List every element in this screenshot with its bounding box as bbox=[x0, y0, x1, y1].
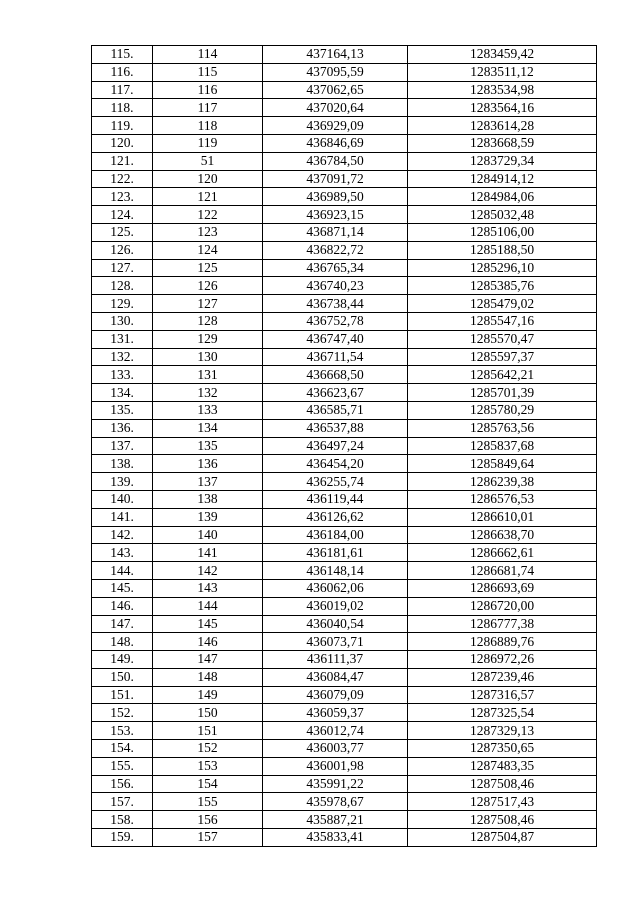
table-row bbox=[92, 668, 597, 686]
y-coordinate-cell: 1285479,02 bbox=[408, 295, 597, 313]
row-number-cell: 155. bbox=[92, 757, 153, 775]
y-coordinate-cell: 1285837,68 bbox=[408, 437, 597, 455]
row-number-cell: 147. bbox=[92, 615, 153, 633]
row-number-cell: 149. bbox=[92, 651, 153, 669]
y-coordinate-cell: 1285780,29 bbox=[408, 401, 597, 419]
row-number-cell: 148. bbox=[92, 633, 153, 651]
x-coordinate-cell: 435833,41 bbox=[263, 829, 408, 847]
x-coordinate-cell: 436738,44 bbox=[263, 295, 408, 313]
table-row bbox=[92, 544, 597, 562]
row-number-cell: 153. bbox=[92, 722, 153, 740]
point-number-cell: 122 bbox=[153, 206, 263, 224]
y-coordinate-cell: 1286638,70 bbox=[408, 526, 597, 544]
row-number-cell: 121. bbox=[92, 152, 153, 170]
y-coordinate-cell: 1283668,59 bbox=[408, 134, 597, 152]
row-number-cell: 116. bbox=[92, 63, 153, 81]
point-number-cell: 140 bbox=[153, 526, 263, 544]
y-coordinate-cell: 1286576,53 bbox=[408, 490, 597, 508]
point-number-cell: 143 bbox=[153, 579, 263, 597]
table-row bbox=[92, 401, 597, 419]
point-number-cell: 129 bbox=[153, 330, 263, 348]
point-number-cell: 130 bbox=[153, 348, 263, 366]
x-coordinate-cell: 436126,62 bbox=[263, 508, 408, 526]
row-number-cell: 127. bbox=[92, 259, 153, 277]
row-number-cell: 144. bbox=[92, 562, 153, 580]
row-number-cell: 135. bbox=[92, 401, 153, 419]
x-coordinate-cell: 436929,09 bbox=[263, 117, 408, 135]
table-row bbox=[92, 757, 597, 775]
table-row bbox=[92, 740, 597, 758]
point-number-cell: 121 bbox=[153, 188, 263, 206]
y-coordinate-cell: 1286610,01 bbox=[408, 508, 597, 526]
point-number-cell: 147 bbox=[153, 651, 263, 669]
table-row bbox=[92, 508, 597, 526]
x-coordinate-cell: 437062,65 bbox=[263, 81, 408, 99]
table-row bbox=[92, 241, 597, 259]
table-row bbox=[92, 437, 597, 455]
row-number-cell: 138. bbox=[92, 455, 153, 473]
x-coordinate-cell: 436255,74 bbox=[263, 473, 408, 491]
coordinates-table bbox=[91, 45, 597, 847]
x-coordinate-cell: 436119,44 bbox=[263, 490, 408, 508]
coordinates-table-body bbox=[92, 46, 597, 847]
y-coordinate-cell: 1283534,98 bbox=[408, 81, 597, 99]
y-coordinate-cell: 1284984,06 bbox=[408, 188, 597, 206]
table-row bbox=[92, 686, 597, 704]
x-coordinate-cell: 436740,23 bbox=[263, 277, 408, 295]
table-row bbox=[92, 277, 597, 295]
y-coordinate-cell: 1287325,54 bbox=[408, 704, 597, 722]
table-row bbox=[92, 259, 597, 277]
x-coordinate-cell: 435991,22 bbox=[263, 775, 408, 793]
x-coordinate-cell: 436019,02 bbox=[263, 597, 408, 615]
table-row bbox=[92, 46, 597, 64]
y-coordinate-cell: 1285106,00 bbox=[408, 223, 597, 241]
table-row bbox=[92, 615, 597, 633]
point-number-cell: 145 bbox=[153, 615, 263, 633]
y-coordinate-cell: 1286681,74 bbox=[408, 562, 597, 580]
point-number-cell: 120 bbox=[153, 170, 263, 188]
table-row bbox=[92, 348, 597, 366]
table-row bbox=[92, 526, 597, 544]
y-coordinate-cell: 1283614,28 bbox=[408, 117, 597, 135]
y-coordinate-cell: 1287316,57 bbox=[408, 686, 597, 704]
table-row bbox=[92, 63, 597, 81]
point-number-cell: 156 bbox=[153, 811, 263, 829]
x-coordinate-cell: 436111,37 bbox=[263, 651, 408, 669]
y-coordinate-cell: 1285385,76 bbox=[408, 277, 597, 295]
x-coordinate-cell: 436073,71 bbox=[263, 633, 408, 651]
x-coordinate-cell: 436184,00 bbox=[263, 526, 408, 544]
point-number-cell: 137 bbox=[153, 473, 263, 491]
point-number-cell: 138 bbox=[153, 490, 263, 508]
row-number-cell: 130. bbox=[92, 312, 153, 330]
point-number-cell: 144 bbox=[153, 597, 263, 615]
row-number-cell: 137. bbox=[92, 437, 153, 455]
point-number-cell: 152 bbox=[153, 740, 263, 758]
table-row bbox=[92, 152, 597, 170]
x-coordinate-cell: 436454,20 bbox=[263, 455, 408, 473]
y-coordinate-cell: 1286720,00 bbox=[408, 597, 597, 615]
table-row bbox=[92, 811, 597, 829]
point-number-cell: 148 bbox=[153, 668, 263, 686]
row-number-cell: 140. bbox=[92, 490, 153, 508]
y-coordinate-cell: 1287504,87 bbox=[408, 829, 597, 847]
point-number-cell: 133 bbox=[153, 401, 263, 419]
y-coordinate-cell: 1286693,69 bbox=[408, 579, 597, 597]
y-coordinate-cell: 1285547,16 bbox=[408, 312, 597, 330]
x-coordinate-cell: 437164,13 bbox=[263, 46, 408, 64]
x-coordinate-cell: 436079,09 bbox=[263, 686, 408, 704]
row-number-cell: 129. bbox=[92, 295, 153, 313]
row-number-cell: 141. bbox=[92, 508, 153, 526]
y-coordinate-cell: 1286777,38 bbox=[408, 615, 597, 633]
x-coordinate-cell: 436765,34 bbox=[263, 259, 408, 277]
x-coordinate-cell: 436923,15 bbox=[263, 206, 408, 224]
table-row bbox=[92, 312, 597, 330]
x-coordinate-cell: 436181,61 bbox=[263, 544, 408, 562]
y-coordinate-cell: 1285701,39 bbox=[408, 384, 597, 402]
point-number-cell: 114 bbox=[153, 46, 263, 64]
table-row bbox=[92, 419, 597, 437]
table-row bbox=[92, 562, 597, 580]
x-coordinate-cell: 436784,50 bbox=[263, 152, 408, 170]
row-number-cell: 145. bbox=[92, 579, 153, 597]
row-number-cell: 132. bbox=[92, 348, 153, 366]
row-number-cell: 156. bbox=[92, 775, 153, 793]
x-coordinate-cell: 436623,67 bbox=[263, 384, 408, 402]
x-coordinate-cell: 435887,21 bbox=[263, 811, 408, 829]
row-number-cell: 139. bbox=[92, 473, 153, 491]
row-number-cell: 124. bbox=[92, 206, 153, 224]
point-number-cell: 117 bbox=[153, 99, 263, 117]
x-coordinate-cell: 436084,47 bbox=[263, 668, 408, 686]
y-coordinate-cell: 1283511,12 bbox=[408, 63, 597, 81]
x-coordinate-cell: 436752,78 bbox=[263, 312, 408, 330]
table-row bbox=[92, 473, 597, 491]
table-row bbox=[92, 134, 597, 152]
point-number-cell: 51 bbox=[153, 152, 263, 170]
table-row bbox=[92, 99, 597, 117]
row-number-cell: 125. bbox=[92, 223, 153, 241]
point-number-cell: 126 bbox=[153, 277, 263, 295]
y-coordinate-cell: 1287329,13 bbox=[408, 722, 597, 740]
table-row bbox=[92, 597, 597, 615]
table-row bbox=[92, 633, 597, 651]
y-coordinate-cell: 1286662,61 bbox=[408, 544, 597, 562]
row-number-cell: 133. bbox=[92, 366, 153, 384]
x-coordinate-cell: 436822,72 bbox=[263, 241, 408, 259]
row-number-cell: 122. bbox=[92, 170, 153, 188]
y-coordinate-cell: 1287350,65 bbox=[408, 740, 597, 758]
row-number-cell: 136. bbox=[92, 419, 153, 437]
x-coordinate-cell: 436059,37 bbox=[263, 704, 408, 722]
table-row bbox=[92, 117, 597, 135]
row-number-cell: 126. bbox=[92, 241, 153, 259]
table-row bbox=[92, 330, 597, 348]
row-number-cell: 158. bbox=[92, 811, 153, 829]
y-coordinate-cell: 1286239,38 bbox=[408, 473, 597, 491]
y-coordinate-cell: 1285642,21 bbox=[408, 366, 597, 384]
row-number-cell: 131. bbox=[92, 330, 153, 348]
x-coordinate-cell: 436871,14 bbox=[263, 223, 408, 241]
point-number-cell: 149 bbox=[153, 686, 263, 704]
table-row bbox=[92, 829, 597, 847]
point-number-cell: 123 bbox=[153, 223, 263, 241]
point-number-cell: 136 bbox=[153, 455, 263, 473]
x-coordinate-cell: 435978,67 bbox=[263, 793, 408, 811]
x-coordinate-cell: 436585,71 bbox=[263, 401, 408, 419]
y-coordinate-cell: 1283564,16 bbox=[408, 99, 597, 117]
row-number-cell: 118. bbox=[92, 99, 153, 117]
x-coordinate-cell: 436062,06 bbox=[263, 579, 408, 597]
y-coordinate-cell: 1285296,10 bbox=[408, 259, 597, 277]
point-number-cell: 135 bbox=[153, 437, 263, 455]
x-coordinate-cell: 437091,72 bbox=[263, 170, 408, 188]
point-number-cell: 125 bbox=[153, 259, 263, 277]
y-coordinate-cell: 1287508,46 bbox=[408, 811, 597, 829]
row-number-cell: 142. bbox=[92, 526, 153, 544]
point-number-cell: 155 bbox=[153, 793, 263, 811]
table-row bbox=[92, 455, 597, 473]
row-number-cell: 143. bbox=[92, 544, 153, 562]
x-coordinate-cell: 436747,40 bbox=[263, 330, 408, 348]
point-number-cell: 118 bbox=[153, 117, 263, 135]
point-number-cell: 127 bbox=[153, 295, 263, 313]
row-number-cell: 151. bbox=[92, 686, 153, 704]
x-coordinate-cell: 436537,88 bbox=[263, 419, 408, 437]
row-number-cell: 152. bbox=[92, 704, 153, 722]
table-row bbox=[92, 579, 597, 597]
table-row bbox=[92, 651, 597, 669]
point-number-cell: 116 bbox=[153, 81, 263, 99]
table-row bbox=[92, 170, 597, 188]
table-row bbox=[92, 295, 597, 313]
y-coordinate-cell: 1285570,47 bbox=[408, 330, 597, 348]
row-number-cell: 120. bbox=[92, 134, 153, 152]
row-number-cell: 117. bbox=[92, 81, 153, 99]
x-coordinate-cell: 436012,74 bbox=[263, 722, 408, 740]
row-number-cell: 154. bbox=[92, 740, 153, 758]
point-number-cell: 139 bbox=[153, 508, 263, 526]
table-row bbox=[92, 793, 597, 811]
x-coordinate-cell: 436497,24 bbox=[263, 437, 408, 455]
y-coordinate-cell: 1287483,35 bbox=[408, 757, 597, 775]
row-number-cell: 146. bbox=[92, 597, 153, 615]
table-row bbox=[92, 775, 597, 793]
y-coordinate-cell: 1285188,50 bbox=[408, 241, 597, 259]
x-coordinate-cell: 436989,50 bbox=[263, 188, 408, 206]
row-number-cell: 157. bbox=[92, 793, 153, 811]
point-number-cell: 119 bbox=[153, 134, 263, 152]
table-row bbox=[92, 188, 597, 206]
row-number-cell: 123. bbox=[92, 188, 153, 206]
row-number-cell: 115. bbox=[92, 46, 153, 64]
x-coordinate-cell: 436003,77 bbox=[263, 740, 408, 758]
x-coordinate-cell: 437095,59 bbox=[263, 63, 408, 81]
point-number-cell: 157 bbox=[153, 829, 263, 847]
y-coordinate-cell: 1285032,48 bbox=[408, 206, 597, 224]
y-coordinate-cell: 1286972,26 bbox=[408, 651, 597, 669]
y-coordinate-cell: 1285597,37 bbox=[408, 348, 597, 366]
table-row bbox=[92, 206, 597, 224]
point-number-cell: 153 bbox=[153, 757, 263, 775]
row-number-cell: 159. bbox=[92, 829, 153, 847]
point-number-cell: 142 bbox=[153, 562, 263, 580]
table-row bbox=[92, 81, 597, 99]
row-number-cell: 128. bbox=[92, 277, 153, 295]
y-coordinate-cell: 1283729,34 bbox=[408, 152, 597, 170]
point-number-cell: 132 bbox=[153, 384, 263, 402]
y-coordinate-cell: 1283459,42 bbox=[408, 46, 597, 64]
y-coordinate-cell: 1287508,46 bbox=[408, 775, 597, 793]
table-row bbox=[92, 704, 597, 722]
table-row bbox=[92, 384, 597, 402]
y-coordinate-cell: 1285763,56 bbox=[408, 419, 597, 437]
point-number-cell: 131 bbox=[153, 366, 263, 384]
point-number-cell: 115 bbox=[153, 63, 263, 81]
table-row bbox=[92, 366, 597, 384]
table-row bbox=[92, 490, 597, 508]
x-coordinate-cell: 436148,14 bbox=[263, 562, 408, 580]
row-number-cell: 119. bbox=[92, 117, 153, 135]
row-number-cell: 134. bbox=[92, 384, 153, 402]
point-number-cell: 146 bbox=[153, 633, 263, 651]
point-number-cell: 154 bbox=[153, 775, 263, 793]
point-number-cell: 134 bbox=[153, 419, 263, 437]
x-coordinate-cell: 436001,98 bbox=[263, 757, 408, 775]
y-coordinate-cell: 1287239,46 bbox=[408, 668, 597, 686]
y-coordinate-cell: 1286889,76 bbox=[408, 633, 597, 651]
x-coordinate-cell: 437020,64 bbox=[263, 99, 408, 117]
point-number-cell: 141 bbox=[153, 544, 263, 562]
y-coordinate-cell: 1284914,12 bbox=[408, 170, 597, 188]
x-coordinate-cell: 436040,54 bbox=[263, 615, 408, 633]
point-number-cell: 124 bbox=[153, 241, 263, 259]
table-row bbox=[92, 223, 597, 241]
x-coordinate-cell: 436711,54 bbox=[263, 348, 408, 366]
point-number-cell: 150 bbox=[153, 704, 263, 722]
table-row bbox=[92, 722, 597, 740]
y-coordinate-cell: 1287517,43 bbox=[408, 793, 597, 811]
point-number-cell: 128 bbox=[153, 312, 263, 330]
y-coordinate-cell: 1285849,64 bbox=[408, 455, 597, 473]
x-coordinate-cell: 436846,69 bbox=[263, 134, 408, 152]
point-number-cell: 151 bbox=[153, 722, 263, 740]
row-number-cell: 150. bbox=[92, 668, 153, 686]
x-coordinate-cell: 436668,50 bbox=[263, 366, 408, 384]
